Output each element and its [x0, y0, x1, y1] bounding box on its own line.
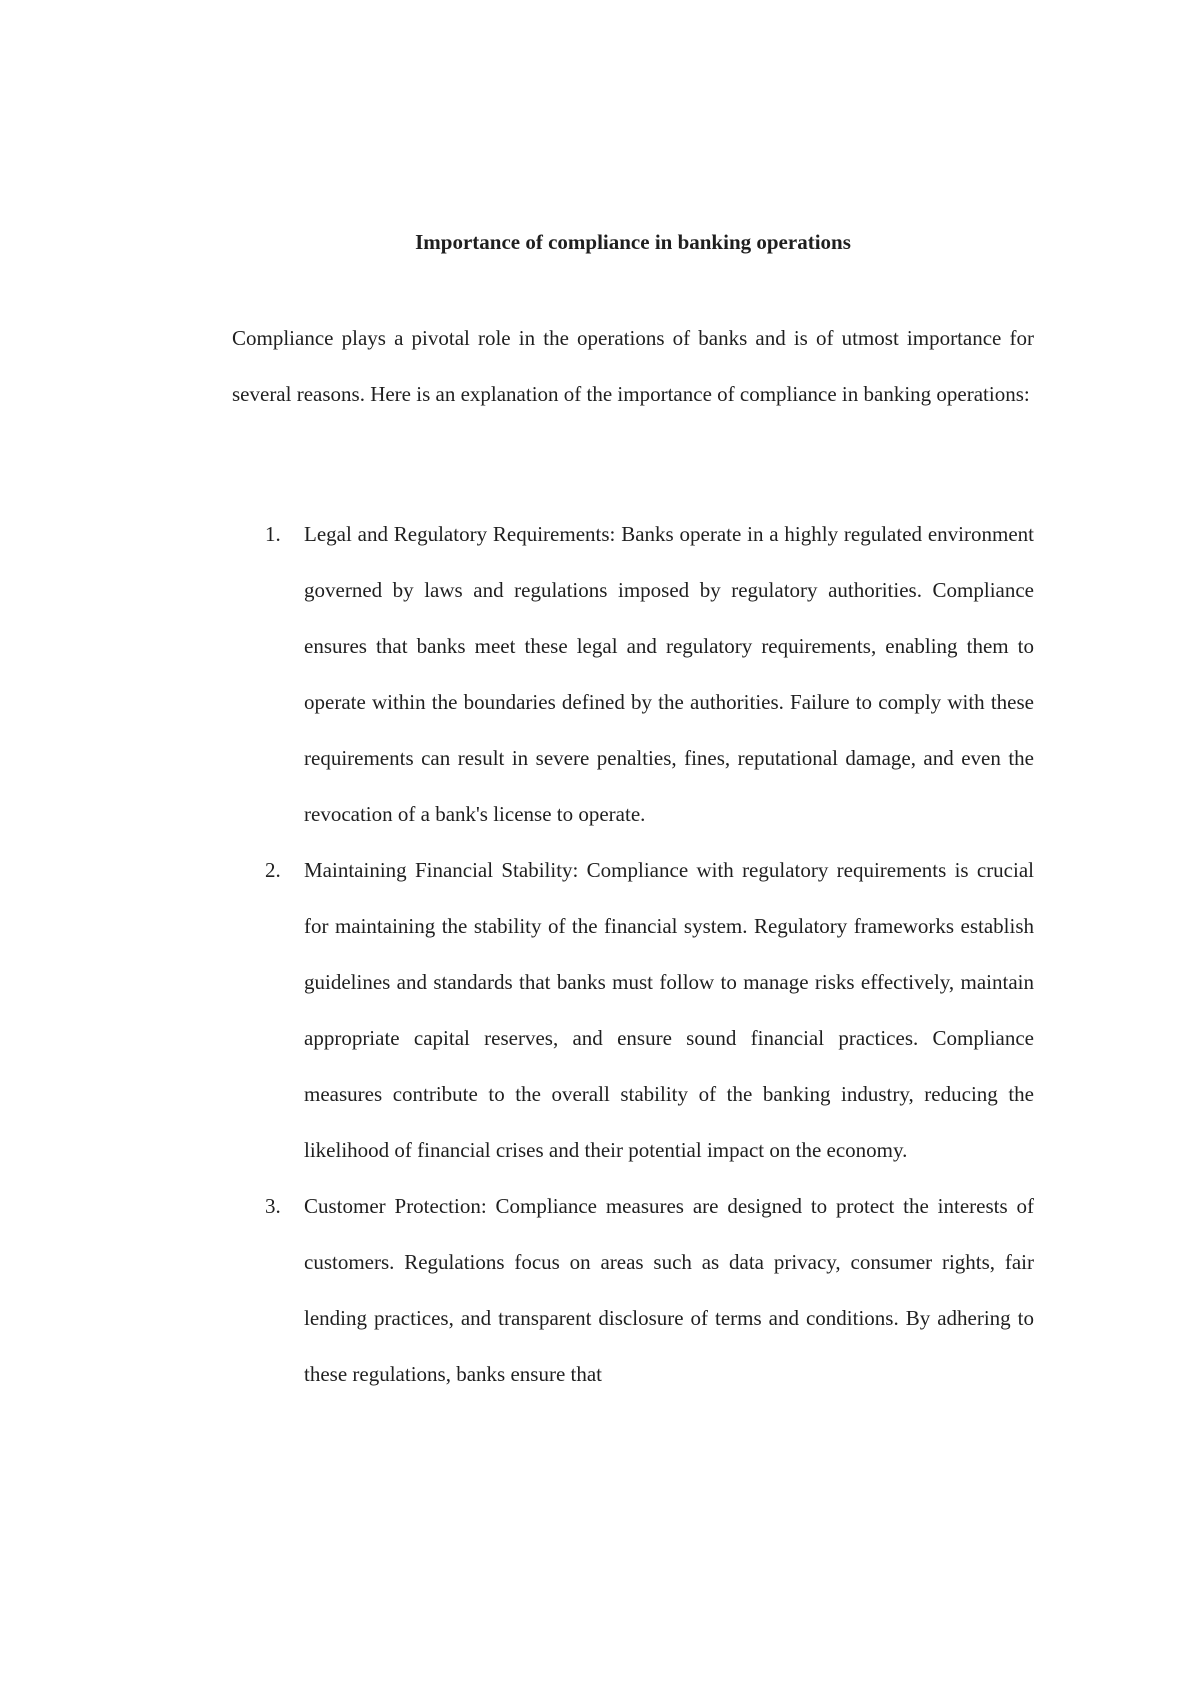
list-item — [232, 1178, 1034, 1402]
list-item-number: 1. — [265, 522, 281, 546]
intro-paragraph: Compliance plays a pivotal role in the operations of banks and is of utmost importance for several reasons. Here is an explanation of the importance of compliance in banking operations: — [232, 326, 1034, 406]
list-item — [232, 842, 1034, 1178]
document-title: Importance of compliance in banking operations — [415, 230, 851, 254]
list-item-number: 2. — [265, 858, 281, 882]
list-item — [232, 506, 1034, 842]
list-item-text: Customer Protection: Compliance measures are designed to protect the interests of customers. Regulations focus on areas such as data privacy, consumer rights, fair lending practices, and transparent disclosure of terms and conditions. By adhering to these regulations, banks ensure that — [304, 1194, 1034, 1386]
list-item-text: Legal and Regulatory Requirements: Banks operate in a highly regulated environment governed by laws and regulations imposed by regulatory authorities. Compliance ensures that banks meet these legal and regulatory requirements, enabling them to operate within the boundaries defined by the authorities. Failure to comply with these requirements can result in severe penalties, fines, reputational damage, and even the revocation of a bank's license to operate. — [304, 522, 1034, 826]
list-item-number: 3. — [265, 1194, 281, 1218]
numbered-list — [232, 506, 1034, 1402]
list-item-text: Maintaining Financial Stability: Compliance with regulatory requirements is crucial for maintaining the stability of the financial system. Regulatory frameworks establish guidelines and standards that banks must follow to manage risks effectively, maintain appropriate capital reserves, and ensure sound financial practices. Compliance measures contribute to the overall stability of the banking industry, reducing the likelihood of financial crises and their potential impact on the economy. — [304, 858, 1034, 1162]
